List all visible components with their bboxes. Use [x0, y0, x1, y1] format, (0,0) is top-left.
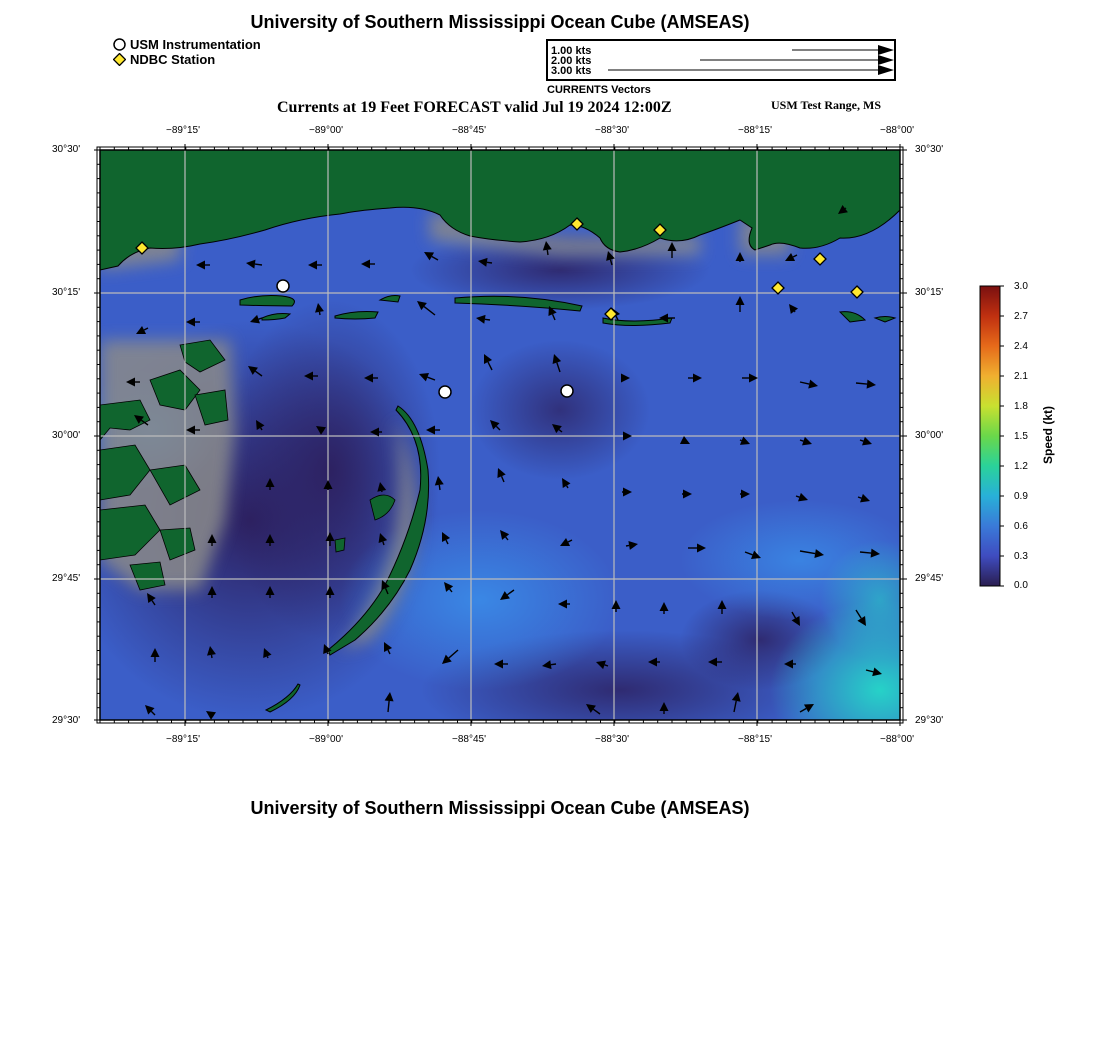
footer-title: University of Southern Mississippi Ocean Cube (AMSEAS) [250, 798, 750, 818]
right-tick-label: 30°30' [915, 144, 944, 155]
colorbar-tick: 2.7 [1014, 311, 1028, 322]
vector-legend [546, 39, 896, 81]
current-vector-shaft [211, 655, 212, 658]
bottom-tick-label: −89°00' [309, 734, 343, 745]
colorbar-tick: 1.5 [1014, 431, 1028, 442]
colorbar-tick: 0.3 [1014, 551, 1028, 562]
colorbar-tick: 0.0 [1014, 580, 1028, 591]
current-vector-shaft [439, 485, 440, 490]
legend-ndbc-label: NDBC Station [130, 52, 216, 67]
usm-instrumentation-marker [561, 385, 573, 397]
legend-usm [113, 37, 261, 52]
vector-legend-arrows [548, 41, 894, 79]
colorbar-tick: 2.4 [1014, 341, 1028, 352]
usm-instrumentation-icon [113, 38, 126, 51]
current-vector-shaft [845, 208, 846, 209]
bottom-tick-label: −88°15' [738, 734, 772, 745]
current-vector-shaft [487, 262, 492, 263]
right-tick-label: 30°15' [915, 287, 944, 298]
right-tick-label: 29°45' [915, 573, 944, 584]
colorbar-tick: 1.2 [1014, 461, 1028, 472]
map-subtitle: Currents at 19 Feet FORECAST valid Jul 19 2024 12:00Z [277, 99, 672, 116]
range-label: USM Test Range, MS [771, 98, 882, 112]
right-tick-label: 29°30' [915, 715, 944, 726]
usm-instrumentation-marker [277, 280, 289, 292]
current-speed-map [94, 144, 908, 726]
current-vector-shaft [327, 652, 328, 654]
current-vector-shaft [794, 311, 795, 312]
current-vector-shaft [551, 664, 556, 665]
left-tick-label: 29°45' [52, 573, 81, 584]
ndbc-station-icon [113, 53, 126, 66]
current-vector-shaft [626, 545, 629, 546]
current-vector-shaft [485, 319, 490, 320]
bottom-tick-label: −88°30' [595, 734, 629, 745]
current-vector-shaft [255, 264, 262, 265]
top-tick-label: −88°30' [595, 125, 629, 136]
top-tick-label: −88°00' [880, 125, 914, 136]
legend-usm-label: USM Instrumentation [130, 37, 261, 52]
bottom-tick-label: −88°00' [880, 734, 914, 745]
current-vector-shaft [740, 440, 742, 441]
vector-legend-row-3: 3.00 kts [551, 65, 592, 77]
vector-arrow-icon [878, 45, 894, 55]
current-vector-shaft [267, 656, 268, 658]
vector-arrow-icon [878, 65, 894, 75]
vector-arrow-icon [878, 55, 894, 65]
left-tick-label: 29°30' [52, 715, 81, 726]
colorbar-tick: 2.1 [1014, 371, 1028, 382]
top-tick-label: −89°00' [309, 125, 343, 136]
vector-legend-row-1: 1.00 kts [551, 45, 592, 57]
colorbar-tick: 1.8 [1014, 401, 1028, 412]
colorbar-tick: 0.9 [1014, 491, 1028, 502]
speed-colorbar [976, 284, 1006, 588]
left-tick-label: 30°30' [52, 144, 81, 155]
top-tick-label: −88°15' [738, 125, 772, 136]
left-tick-label: 30°15' [52, 287, 81, 298]
vector-legend-row-2: 2.00 kts [551, 55, 592, 67]
left-tick-label: 30°00' [52, 430, 81, 441]
top-tick-label: −88°45' [452, 125, 486, 136]
current-vector-shaft [547, 250, 548, 255]
bottom-tick-label: −89°15' [166, 734, 200, 745]
right-tick-label: 30°00' [915, 430, 944, 441]
map-title: University of Southern Mississippi Ocean Cube (AMSEAS) [250, 12, 750, 32]
bottom-tick-label: −88°45' [452, 734, 486, 745]
usm-instrumentation-marker [439, 386, 451, 398]
legend-ndbc [113, 52, 215, 67]
colorbar-tick: 3.0 [1014, 281, 1028, 292]
current-vector-shaft [319, 312, 320, 315]
colorbar-title: Speed (kt) [1041, 406, 1055, 465]
top-tick-label: −89°15' [166, 125, 200, 136]
vector-legend-caption: CURRENTS Vectors [547, 84, 651, 96]
colorbar-tick: 0.6 [1014, 521, 1028, 532]
